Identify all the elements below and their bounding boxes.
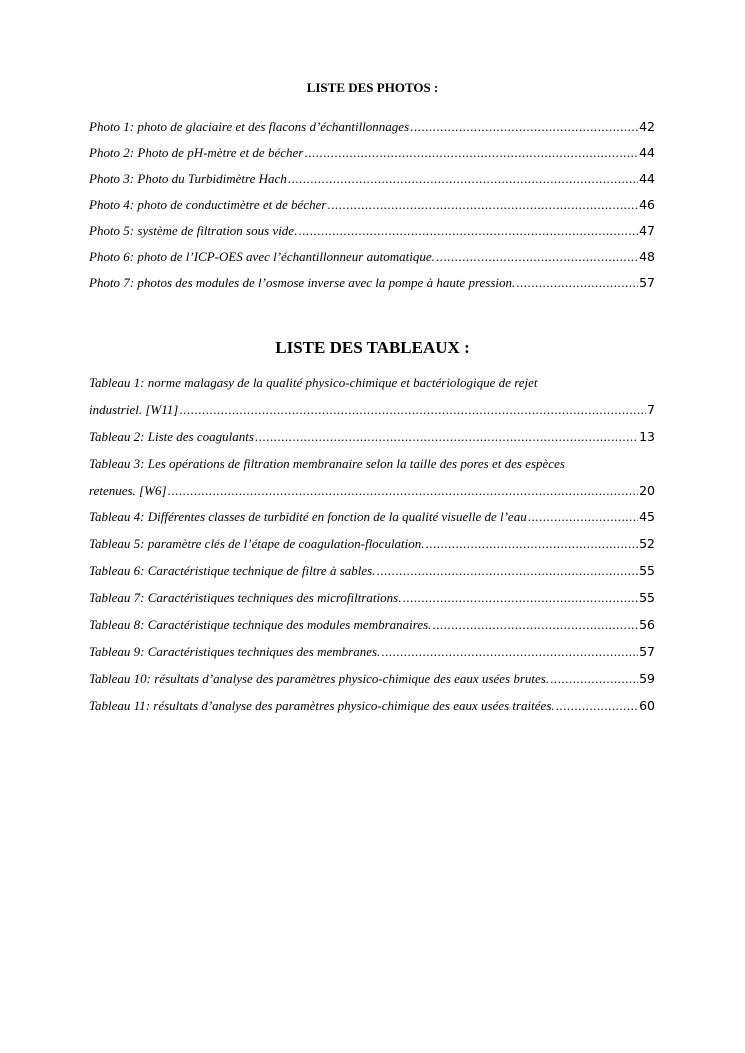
- table-entry[interactable]: [89, 644, 655, 660]
- table-entry-line: [89, 698, 655, 714]
- table-entry-line: [89, 617, 655, 633]
- dot-leader: [327, 197, 638, 213]
- table-entry[interactable]: [89, 617, 655, 633]
- photo-entry-line: [89, 171, 655, 187]
- dot-leader: [516, 275, 638, 291]
- table-entry-page-number: 52: [639, 536, 655, 551]
- table-entry-line: [89, 429, 655, 445]
- dot-leader: [288, 171, 638, 187]
- dot-leader: [436, 249, 638, 265]
- dot-leader: [381, 644, 638, 660]
- photo-entry-title: Photo 4: photo de conductimètre et de bécher: [89, 197, 327, 212]
- table-entry-line: [89, 644, 655, 660]
- photo-entry-page-number: 46: [639, 197, 655, 212]
- table-entry-page-number: 59: [639, 671, 655, 686]
- table-entry-line: [89, 536, 655, 552]
- dot-leader: [432, 617, 638, 633]
- dot-leader: [402, 590, 638, 606]
- table-entry[interactable]: [89, 456, 655, 499]
- photo-entry-title: Photo 5: système de filtration sous vide.: [89, 223, 298, 238]
- photo-entry-line: [89, 223, 655, 239]
- photo-entry-line: [89, 145, 655, 161]
- dot-leader: [255, 429, 638, 445]
- photo-entry-title: Photo 3: Photo du Turbidimètre Hach: [89, 171, 287, 186]
- dot-leader: [426, 536, 639, 552]
- photo-entry-title: Photo 2: Photo de pH-mètre et de bécher: [89, 145, 304, 160]
- table-entry[interactable]: [89, 590, 655, 606]
- table-entry-line: [89, 402, 655, 418]
- photo-entry-title: Photo 7: photos des modules de l’osmose inverse avec la pompe à haute pression.: [89, 275, 516, 290]
- photo-entry-page-number: 42: [639, 119, 655, 134]
- table-entry-title: Tableau 2: Liste des coagulants: [89, 429, 254, 444]
- photo-entry[interactable]: [89, 171, 655, 187]
- table-entry-line: [89, 563, 655, 579]
- photo-entry-page-number: 47: [639, 223, 655, 238]
- photo-entry[interactable]: [89, 197, 655, 213]
- table-entry-title: Tableau 11: résultats d’analyse des paramètres physico-chimique des eaux usées traitées.: [89, 698, 555, 713]
- dot-leader: [298, 223, 638, 239]
- photo-entry-line: [89, 249, 655, 265]
- table-entry-title: industriel. [W11]: [89, 402, 179, 417]
- table-entry-line: [89, 671, 655, 687]
- table-entry-page-number: 55: [639, 590, 655, 605]
- photo-entry-page-number: 57: [639, 275, 655, 290]
- table-entry[interactable]: [89, 429, 655, 445]
- photo-entry[interactable]: [89, 145, 655, 161]
- photo-entry-title: Photo 6: photo de l’ICP-OES avec l’échantillonneur automatique.: [89, 249, 435, 264]
- table-entry-page-number: 57: [639, 644, 655, 659]
- photos-list-heading: LISTE DES PHOTOS :: [306, 80, 439, 95]
- tables-list-heading: LISTE DES TABLEAUX :: [275, 338, 470, 357]
- table-entry-title-first-line: Tableau 3: Les opérations de filtration membranaire selon la taille des pores et des espèces: [89, 456, 565, 471]
- photo-entry-line: [89, 119, 655, 135]
- photo-entry-page-number: 44: [639, 145, 655, 160]
- table-entry[interactable]: [89, 671, 655, 687]
- table-entry-page-number: 60: [639, 698, 655, 713]
- photo-entry-page-number: 48: [639, 249, 655, 264]
- table-entry-title: Tableau 5: paramètre clés de l’étape de coagulation-floculation.: [89, 536, 425, 551]
- photo-entry[interactable]: [89, 275, 655, 291]
- photo-entry-line: [89, 275, 655, 291]
- table-entry-line: [89, 483, 655, 499]
- photo-entry[interactable]: [89, 119, 655, 135]
- table-entry[interactable]: [89, 698, 655, 714]
- photo-entry[interactable]: [89, 249, 655, 265]
- table-entry-page-number: 45: [639, 509, 655, 524]
- table-entry-title: retenues. [W6]: [89, 483, 167, 498]
- dot-leader: [304, 145, 638, 161]
- table-entry-title: Tableau 4: Différentes classes de turbidité en fonction de la qualité visuelle de l’eau: [89, 509, 527, 524]
- table-entry-page-number: 7: [647, 402, 655, 417]
- table-entry-line: [89, 509, 655, 525]
- dot-leader: [550, 671, 638, 687]
- table-entry-page-number: 55: [639, 563, 655, 578]
- dot-leader: [168, 483, 639, 499]
- table-entry-title: Tableau 8: Caractéristique technique des modules membranaires.: [89, 617, 432, 632]
- table-entry-page-number: 20: [639, 483, 655, 498]
- table-entry[interactable]: [89, 509, 655, 525]
- dot-leader: [376, 563, 638, 579]
- dot-leader: [528, 509, 638, 525]
- photo-entry-title: Photo 1: photo de glaciaire et des flacons d’échantillonnages: [89, 119, 410, 134]
- dot-leader: [410, 119, 638, 135]
- table-entry[interactable]: [89, 536, 655, 552]
- table-entry-title: Tableau 7: Caractéristiques techniques des microfiltrations.: [89, 590, 402, 605]
- photo-entry-line: [89, 197, 655, 213]
- dot-leader: [556, 698, 638, 714]
- table-entry-line: [89, 590, 655, 606]
- table-entry-page-number: 56: [639, 617, 655, 632]
- table-entry-title: Tableau 9: Caractéristiques techniques des membranes.: [89, 644, 381, 659]
- table-entry-page-number: 13: [639, 429, 655, 444]
- table-entry-title: Tableau 10: résultats d’analyse des paramètres physico-chimique des eaux usées brutes.: [89, 671, 550, 686]
- table-entry[interactable]: [89, 375, 655, 418]
- photo-entry-page-number: 44: [639, 171, 655, 186]
- table-entry-title-first-line: Tableau 1: norme malagasy de la qualité physico-chimique et bactériologique de rejet: [89, 375, 538, 390]
- table-entry-title: Tableau 6: Caractéristique technique de filtre à sables.: [89, 563, 376, 578]
- table-entry[interactable]: [89, 563, 655, 579]
- dot-leader: [179, 402, 646, 418]
- photo-entry[interactable]: [89, 223, 655, 239]
